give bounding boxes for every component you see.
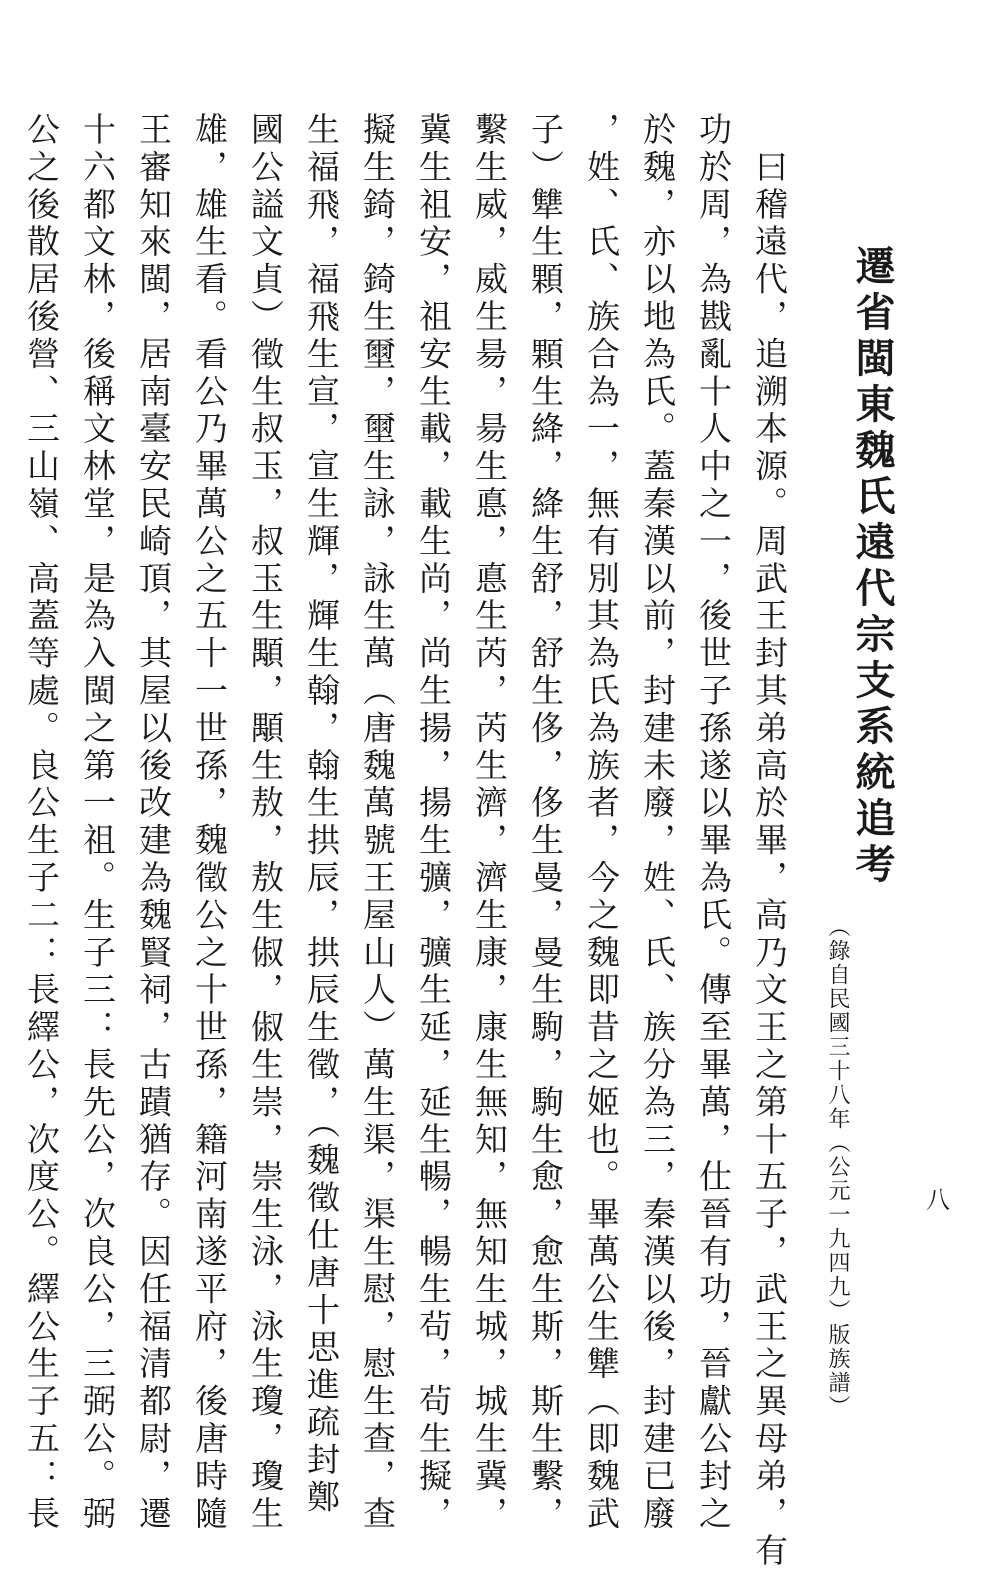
text-line: 曰稽遠代，追溯本源。周武王封其弟高於畢，高乃文王之第十五子，武王之異母弟，有: [750, 112, 789, 1571]
text-line: 功於周，為戡亂十人中之一，後世子孫遂以畢為氏。傳至畢萬，仕晉有功，晉獻公封之: [694, 112, 733, 1534]
page-number: 八: [926, 1186, 950, 1214]
page-title: 遷省閩東魏氏遠代宗支系統追考: [849, 245, 896, 889]
text-line: 子）犨生顆，顆生絳，絳生舒，舒生侈，侈生曼，曼生駒，駒生愈，愈生斯，斯生繫，: [526, 112, 565, 1534]
text-line: 冀生祖安，祖安生載，載生尚，尚生揚，揚生彍，彍生延，延生暢，暢生茍，茍生擬，: [414, 112, 453, 1534]
text-line: 生福飛，福飛生宣，宣生輝，輝生翰，翰生拱辰，拱辰生徵，（魏徵仕唐十思進疏封鄭: [302, 112, 341, 1517]
text-line: 國公謚文貞）徵生叔玉，叔玉生顒，顒生敖，敖生俶，俶生崇，崇生泳，泳生瓊，瓊生: [246, 112, 285, 1534]
text-line: 公之後散居後營、三山嶺、高蓋等處。良公生子二：長繹公，次度公。繹公生子五：長: [22, 112, 61, 1534]
text-line: 十六都文林，後稱文林堂，是為入閩之第一祖。生子三：長先公，次良公，三弼公。弼: [78, 112, 117, 1534]
text-line: 於魏，亦以地為氏。蓋秦漢以前，封建未廢，姓、氏、族分為三，秦漢以後，封建已廢: [638, 112, 677, 1534]
text-line: 擬生錡，錡生壐，壐生詠，詠生萬（唐魏萬號王屋山人）萬生渠，渠生慰，慰生查，查: [358, 112, 397, 1534]
text-line: 繫生威，威生昜，昜生悳，悳生芮，芮生濟，濟生康，康生無知，無知生城，城生冀，: [470, 112, 509, 1534]
text-line: 雄，雄生看。看公乃畢萬公之五十一世孫，魏徵公之十世孫，籍河南遂平府，後唐時隨: [190, 112, 229, 1534]
text-line: ，姓、氏、族合為一，無有別其為氏為族者，今之魏即昔之姬也。畢萬公生犨（即魏武: [582, 112, 621, 1534]
text-line: 王審知來閩，居南臺安民崎頂，其屋以後改建為魏賢祠，古蹟猶存。因任福清都尉，遷: [134, 112, 173, 1534]
source-note: （錄自民國三十八年（公元一九四九）版族譜）: [825, 915, 850, 1419]
